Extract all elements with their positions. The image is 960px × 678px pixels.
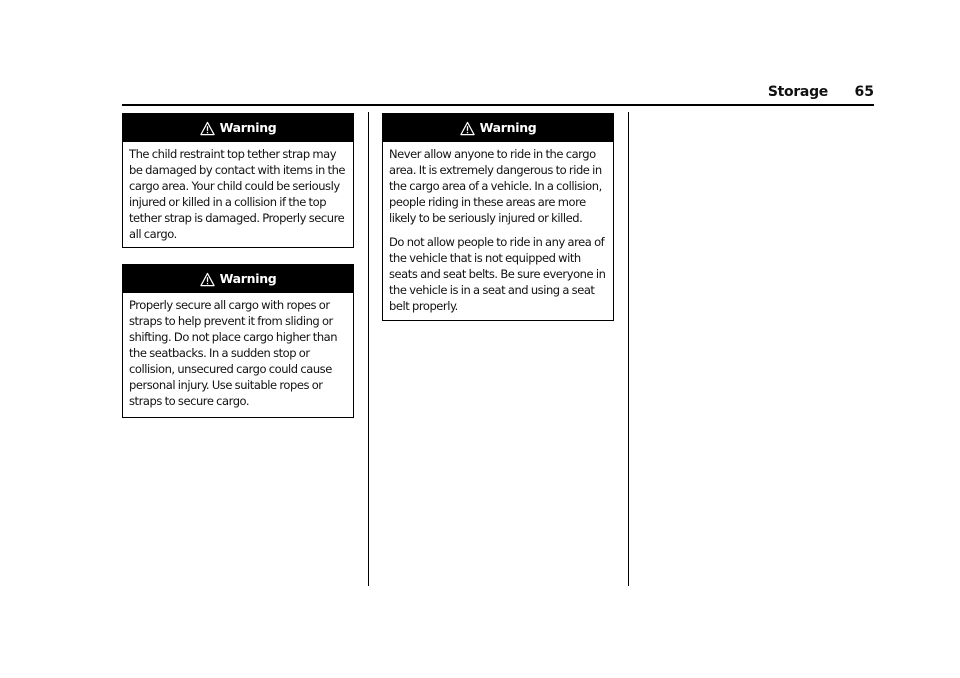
warning-box-secure-cargo bbox=[122, 264, 354, 418]
warning-paragraph: Never allow anyone to ride in the cargo area. It is extremely dangerous to ride in the cargo area of a vehicle. In a collision, people riding in these areas are more likely to be seriously injured or killed. bbox=[389, 147, 602, 225]
warning-paragraph: Properly secure all cargo with ropes or straps to help prevent it from sliding or shifting. Do not place cargo higher than the seatbacks. In a sudden stop or collision, unsecured cargo could cause personal injury. Use suitable ropes or straps to secure cargo. bbox=[129, 298, 338, 408]
warning-body bbox=[123, 293, 353, 415]
column-divider-right bbox=[628, 112, 629, 586]
warning-paragraph: The child restraint top tether strap may be damaged by contact with items in the cargo area. Your child could be seriously injured or killed in a collision if the top tether strap is damaged. Properly secure all cargo. bbox=[129, 147, 346, 241]
warning-triangle-icon bbox=[460, 121, 475, 136]
column-divider-left bbox=[368, 112, 369, 586]
warning-title: Warning bbox=[479, 120, 537, 135]
warning-triangle-icon bbox=[200, 272, 215, 287]
warning-box-tether-strap bbox=[122, 113, 354, 248]
page-number: 65 bbox=[854, 84, 874, 100]
warning-header bbox=[383, 114, 613, 142]
warning-box-cargo-riding bbox=[382, 113, 614, 321]
warning-triangle-icon bbox=[200, 121, 215, 136]
warning-body bbox=[123, 142, 353, 248]
warning-header bbox=[123, 265, 353, 293]
warning-title: Warning bbox=[219, 120, 277, 135]
page-header bbox=[122, 82, 874, 106]
warning-body bbox=[383, 142, 613, 320]
section-title: Storage bbox=[767, 84, 828, 100]
warning-paragraph: Do not allow people to ride in any area of the vehicle that is not equipped with seats and seat belts. Be sure everyone in the vehicle is in a seat and using a seat belt properly. bbox=[389, 235, 606, 313]
warning-header bbox=[123, 114, 353, 142]
warning-title: Warning bbox=[219, 271, 277, 286]
